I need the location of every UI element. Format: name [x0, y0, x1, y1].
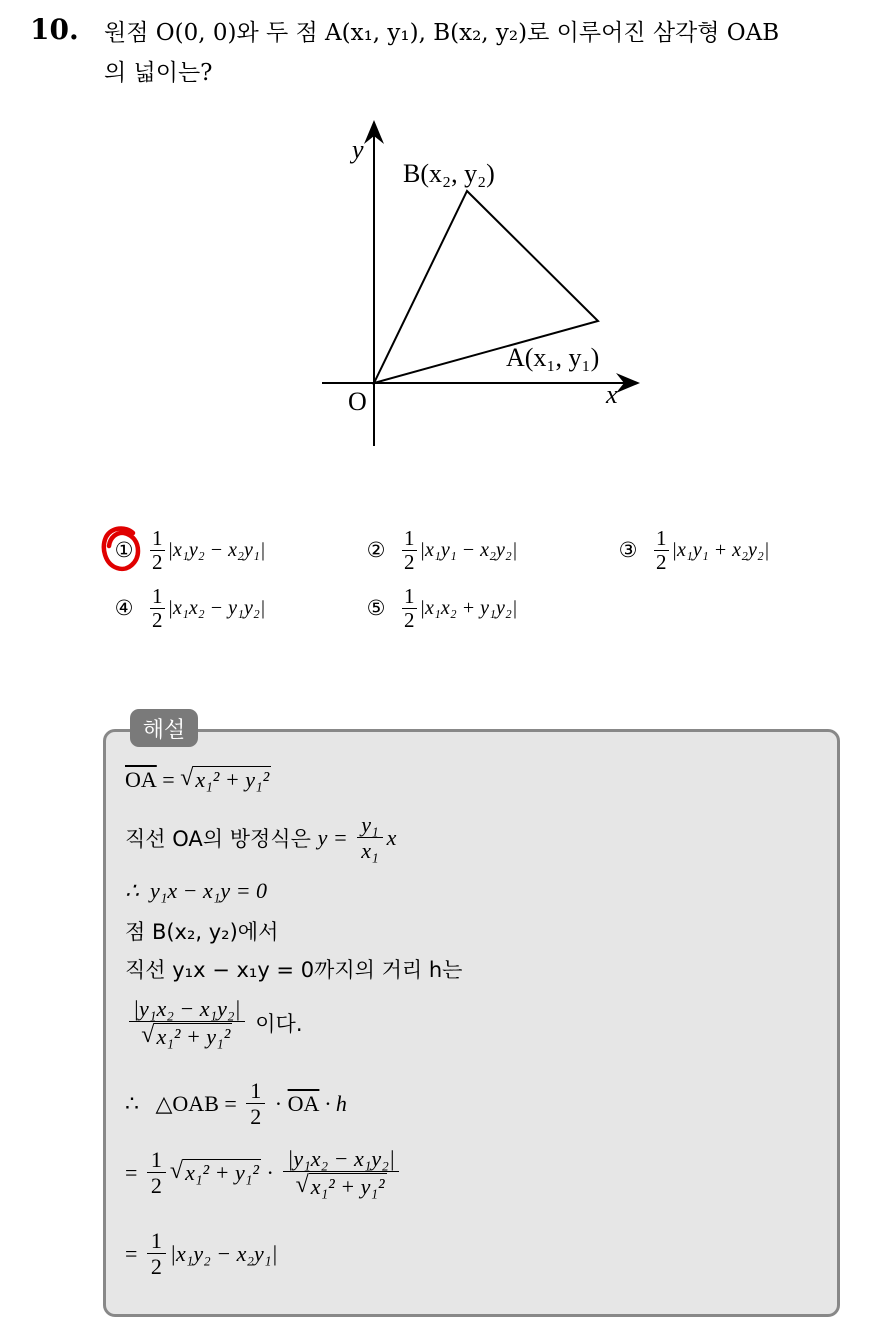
- fraction-one-half: $\frac{1}{2}$: [404, 584, 415, 632]
- choice-number: ③: [618, 538, 638, 562]
- choice-expression: |x₁y₁ − x₂y₂|: [419, 538, 518, 561]
- label-x: x: [606, 380, 618, 409]
- choice-expression: |x₁x₂ + y₁y₂|: [419, 596, 518, 619]
- question-number: 10.: [30, 13, 79, 46]
- solution-line-8: = $\frac{1}{2}$ √ x₁² + y₁² · |y₁x₂ − x₁y₂| √ x₁² + y₁²: [125, 1146, 403, 1200]
- triangle-diagram: [310, 118, 650, 458]
- distance-fraction: |y₁x₂ − x₁y₂| √ x₁² + y₁²: [129, 996, 245, 1050]
- choice-5[interactable]: [356, 578, 517, 638]
- choice-expression: |x₁y₁ + x₂y₂|: [671, 538, 770, 561]
- choice-expression: |x₁y₂ − x₂y₁|: [167, 538, 266, 561]
- label-point-b: B(x₂, y₂): [403, 159, 495, 188]
- solution-line-6: |y₁x₂ − x₁y₂| √ x₁² + y₁² 이다.: [125, 996, 303, 1050]
- solution-line-7: ∴ △OAB = $\frac{1}{2}$ · $\overline{OA}$ · h: [125, 1078, 347, 1130]
- choice-number: ④: [114, 596, 134, 620]
- sqrt-expression: √ x₁² + y₁²: [180, 765, 270, 792]
- choice-expression: |x₁x₂ − y₁y₂|: [167, 596, 266, 619]
- label-origin: O: [348, 387, 367, 416]
- choice-number: ①: [114, 538, 134, 562]
- choice-1[interactable]: [104, 520, 265, 580]
- solution-line-2: 직선 OA의 방정식은 y = $\frac{\text{y₁}}{\text{x₁}}$ x: [125, 812, 397, 864]
- solution-line-1: $\overline{OA}$ = √ x₁² + y₁²: [125, 765, 270, 792]
- fraction-one-half: $\frac{1}{2}$: [656, 526, 667, 574]
- segment-oa: $\overline{OA}$: [125, 766, 157, 792]
- fraction-one-half: $\frac{1}{2}$: [152, 526, 163, 574]
- choice-3[interactable]: [608, 520, 769, 580]
- choice-2[interactable]: [356, 520, 517, 580]
- solution-line-5: 직선 y₁x − x₁y = 0까지의 거리 h는: [125, 958, 463, 982]
- solution-line-3: ∴ y₁x − x₁y = 0: [125, 878, 268, 903]
- question-text-line2: 의 넓이는?: [104, 60, 213, 86]
- solution-line-9: = $\frac{1}{2}$ |x₁y₂ − x₂y₁|: [125, 1228, 278, 1280]
- label-point-a: A(x₁, y₁): [506, 343, 600, 372]
- question-text-line1: 원점 O(0, 0)와 두 점 A(x₁, y₁), B(x₂, y₂)로 이루어진 삼각형 OAB: [104, 20, 780, 46]
- choice-number: ⑤: [366, 596, 386, 620]
- solution-line-4: 점 B(x₂, y₂)에서: [125, 920, 279, 944]
- choice-number: ②: [366, 538, 386, 562]
- fraction-one-half: $\frac{1}{2}$: [404, 526, 415, 574]
- fraction-one-half: $\frac{1}{2}$: [152, 584, 163, 632]
- choice-4[interactable]: [104, 578, 265, 638]
- label-y: y: [352, 135, 364, 164]
- solution-tag: 해설: [130, 709, 198, 747]
- slope-fraction: $\frac{\text{y₁}}{\text{x₁}}$: [357, 812, 382, 864]
